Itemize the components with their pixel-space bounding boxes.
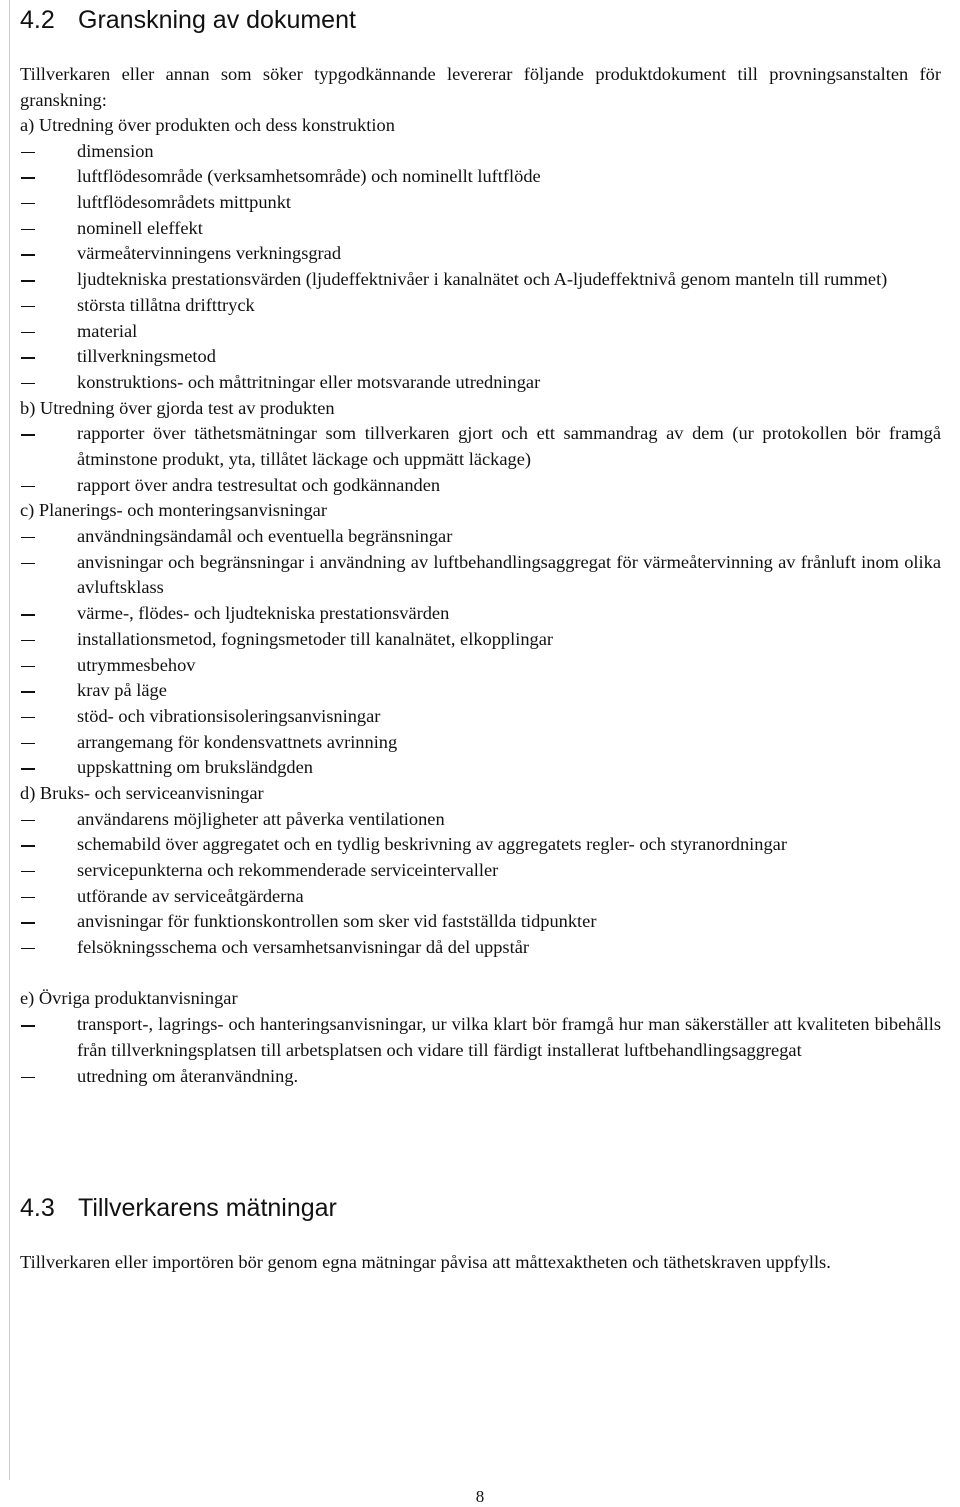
intro-paragraph: Tillverkaren eller annan som söker typgodkännande levererar följande produktdokument till provningsanstalten för granskning: — [20, 64, 941, 110]
list-item: ljudtekniska prestationsvärden (ljudeffektnivåer i kanalnätet och A-ljudeffektnivå genom manteln till rummet) — [20, 267, 941, 293]
list-item: felsökningsschema och versamhetsanvisningar då del uppstår — [20, 935, 941, 961]
section-number: 4.3 — [20, 1194, 55, 1222]
dash-bullet-icon — [21, 653, 59, 667]
list-item: rapport över andra testresultat och godkännanden — [20, 473, 941, 499]
dash-bullet-icon — [21, 935, 59, 949]
page-margin-rule — [9, 0, 10, 1480]
dash-bullet-icon — [21, 550, 59, 564]
list-item: uppskattning om bruksländgden — [20, 755, 941, 781]
dash-bullet-icon — [21, 370, 59, 384]
dash-bullet-icon — [21, 884, 59, 898]
dash-bullet-icon — [21, 164, 59, 178]
list-item: utredning om återanvändning. — [20, 1064, 941, 1090]
dash-bullet-icon — [21, 755, 59, 769]
list-item: tillverkningsmetod — [20, 344, 941, 370]
dash-bullet-icon — [21, 832, 59, 846]
list-item: stöd- och vibrationsisoleringsanvisningar — [20, 704, 941, 730]
list-item: anvisningar och begränsningar i användning av luftbehandlingsaggregat för värmeåtervinning av frånluft inom olika avluftsklass — [20, 550, 941, 601]
group-heading-d: d) Bruks- och serviceanvisningar — [20, 782, 264, 803]
list-item: dimension — [20, 139, 941, 165]
dash-bullet-icon — [21, 267, 59, 281]
list-item: konstruktions- och måttritningar eller motsvarande utredningar — [20, 370, 941, 396]
spacer — [20, 961, 941, 987]
dash-bullet-icon — [21, 139, 59, 153]
dash-bullet-icon — [21, 807, 59, 821]
group-heading-e: e) Övriga produktanvisningar — [20, 988, 238, 1009]
group-heading-a: a) Utredning över produkten och dess konstruktion — [20, 115, 395, 135]
dash-bullet-icon — [21, 344, 59, 358]
section-heading-4-3 — [20, 1192, 337, 1224]
dash-bullet-icon — [21, 627, 59, 641]
section-number: 4.2 — [20, 6, 55, 34]
list-item: luftflödesområde (verksamhetsområde) och nominellt luftflöde — [20, 164, 941, 190]
group-heading-b: b) Utredning över gjorda test av produkten — [20, 397, 335, 418]
page-number: 8 — [475, 1487, 485, 1506]
dash-bullet-icon — [21, 293, 59, 307]
section-title: Tillverkarens mätningar — [78, 1194, 337, 1222]
document-list — [20, 113, 941, 1089]
list-item: värmeåtervinningens verkningsgrad — [20, 241, 941, 267]
dash-bullet-icon — [21, 730, 59, 744]
dash-bullet-icon — [21, 704, 59, 718]
dash-bullet-icon — [21, 473, 59, 487]
dash-bullet-icon — [21, 909, 59, 923]
list-item: installationsmetod, fogningsmetoder till kanalnätet, elkopplingar — [20, 627, 941, 653]
list-item: rapporter över täthetsmätningar som tillverkaren gjort och ett sammandrag av dem (ur protokollen bör framgå åtminstone produkt, yta, tillåtet läckage och uppmätt läckage) — [20, 421, 941, 472]
list-item: värme-, flödes- och ljudtekniska prestationsvärden — [20, 601, 941, 627]
list-item: nominell eleffekt — [20, 216, 941, 242]
list-item: servicepunkterna och rekommenderade serviceintervaller — [20, 858, 941, 884]
dash-bullet-icon — [21, 319, 59, 333]
dash-bullet-icon — [21, 190, 59, 204]
dash-bullet-icon — [21, 524, 59, 538]
list-item: arrangemang för kondensvattnets avrinning — [20, 730, 941, 756]
list-item: material — [20, 319, 941, 345]
list-item: användarens möjligheter att påverka ventilationen — [20, 807, 941, 833]
list-item: luftflödesområdets mittpunkt — [20, 190, 941, 216]
dash-bullet-icon — [21, 601, 59, 615]
section-heading-4-2 — [20, 4, 356, 36]
dash-bullet-icon — [21, 1064, 59, 1078]
dash-bullet-icon — [21, 1012, 59, 1026]
dash-bullet-icon — [21, 858, 59, 872]
dash-bullet-icon — [21, 241, 59, 255]
list-item: krav på läge — [20, 678, 941, 704]
list-item: anvisningar för funktionskontrollen som sker vid fastställda tidpunkter — [20, 909, 941, 935]
list-item: utförande av serviceåtgärderna — [20, 884, 941, 910]
list-item: användningsändamål och eventuella begränsningar — [20, 524, 941, 550]
list-item: schemabild över aggregatet och en tydlig beskrivning av aggregatets regler- och styranordningar — [20, 832, 941, 858]
dash-bullet-icon — [21, 678, 59, 692]
list-item: utrymmesbehov — [20, 653, 941, 679]
dash-bullet-icon — [21, 216, 59, 230]
group-heading-c: c) Planerings- och monteringsanvisningar — [20, 500, 327, 521]
dash-bullet-icon — [21, 421, 59, 435]
list-item: transport-, lagrings- och hanteringsanvisningar, ur vilka klart bör framgå hur man säkerställer att kvaliteten bibehålls från tillverkningsplatsen till arbetsplatsen och vidare till färdigt installerat luftbehandlingsaggregat — [20, 1012, 941, 1063]
section-paragraph: Tillverkaren eller importören bör genom egna mätningar påvisa att måttexaktheten och täthetskraven uppfylls. — [20, 1252, 831, 1272]
section-title: Granskning av dokument — [78, 6, 356, 34]
list-item: största tillåtna drifttryck — [20, 293, 941, 319]
